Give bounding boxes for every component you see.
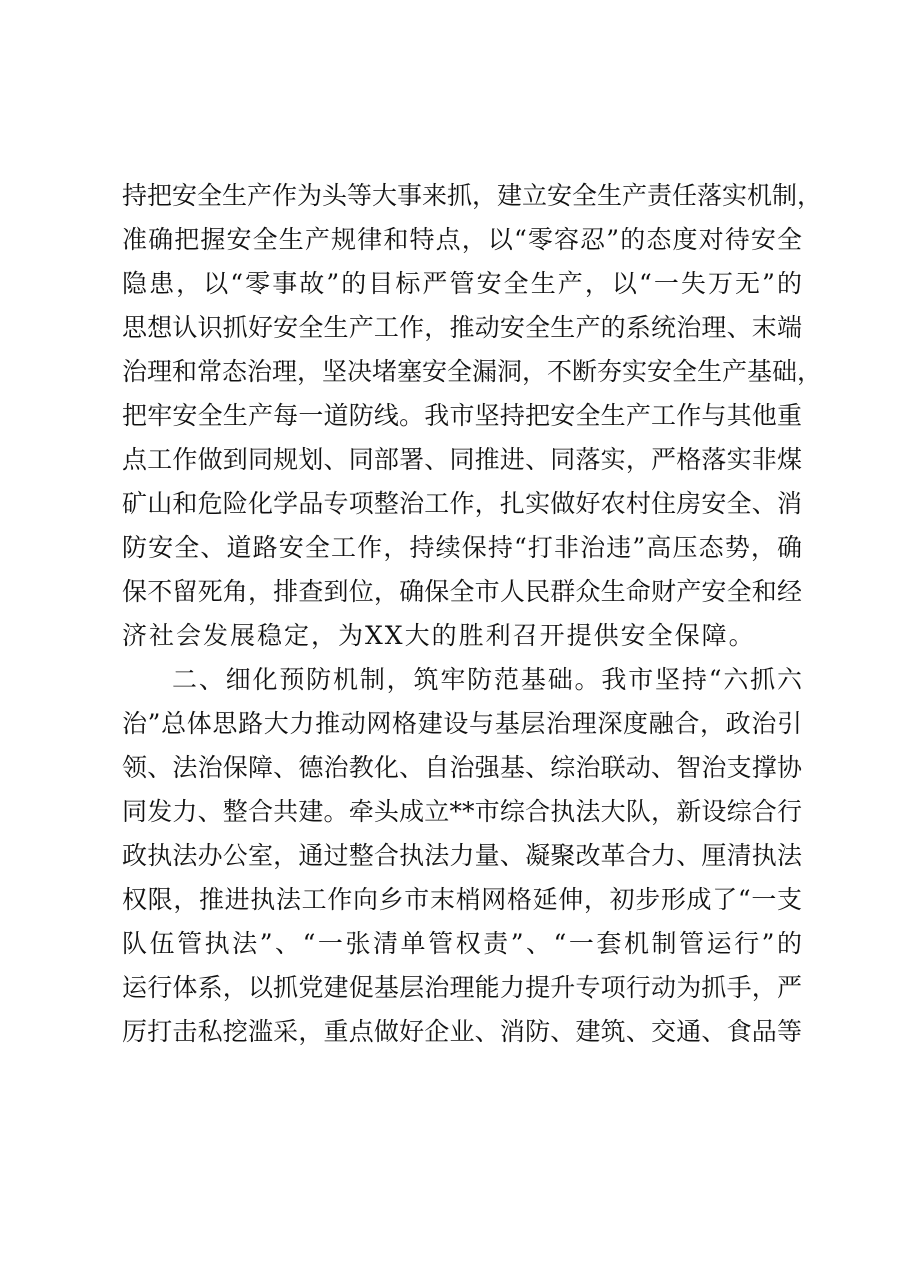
paragraph-line: 把牢安全生产每一道防线。我市坚持把安全生产工作与其他重 bbox=[122, 401, 802, 430]
paragraph-line: 保不留死角，排查到位，确保全市人民群众生命财产安全和经 bbox=[122, 577, 802, 606]
paragraph-line: 运行体系，以抓党建促基层治理能力提升专项行动为抓手，严 bbox=[122, 973, 802, 1002]
paragraph-line: 矿山和危险化学品专项整治工作，扎实做好农村住房安全、消 bbox=[122, 489, 802, 518]
paragraph-line: 思想认识抓好安全生产工作，推动安全生产的系统治理、末端 bbox=[122, 313, 802, 342]
paragraph-line: 防安全、道路安全工作，持续保持“打非治违”高压态势，确 bbox=[122, 533, 802, 562]
paragraph-line: 厉打击私挖滥采，重点做好企业、消防、建筑、交通、食品等 bbox=[122, 1017, 802, 1046]
paragraph-line: 政执法办公室，通过整合执法力量、凝聚改革合力、厘清执法 bbox=[122, 841, 802, 870]
paragraph-line: 隐患，以“零事故”的目标严管安全生产，以“一失万无”的 bbox=[122, 269, 802, 298]
paragraph-2 bbox=[122, 658, 802, 1054]
paragraph-1 bbox=[122, 174, 823, 658]
paragraph-line: 治”总体思路大力推动网格建设与基层治理深度融合，政治引 bbox=[122, 709, 802, 738]
paragraph-line: 治理和常态治理，坚决堵塞安全漏洞，不断夯实安全生产基础， bbox=[122, 357, 823, 386]
paragraph-line: 同发力、整合共建。牵头成立**市综合执法大队，新设综合行 bbox=[122, 797, 802, 826]
paragraph-line: 权限，推进执法工作向乡市末梢网格延伸，初步形成了“一支 bbox=[122, 885, 802, 914]
document-body bbox=[122, 174, 823, 1054]
paragraph-line: 点工作做到同规划、同部署、同推进、同落实，严格落实非煤 bbox=[122, 445, 802, 474]
paragraph-line: 二、细化预防机制，筑牢防范基础。我市坚持“六抓六 bbox=[172, 665, 802, 694]
paragraph-line: 准确把握安全生产规律和特点，以“零容忍”的态度对待安全 bbox=[122, 225, 802, 254]
paragraph-line: 队伍管执法”、“一张清单管权责”、“一套机制管运行”的 bbox=[122, 929, 802, 958]
paragraph-line: 济社会发展稳定，为XX大的胜利召开提供安全保障。 bbox=[122, 621, 756, 650]
paragraph-line: 领、法治保障、德治教化、自治强基、综治联动、智治支撑协 bbox=[122, 753, 802, 782]
paragraph-line: 持把安全生产作为头等大事来抓，建立安全生产责任落实机制， bbox=[122, 181, 823, 210]
